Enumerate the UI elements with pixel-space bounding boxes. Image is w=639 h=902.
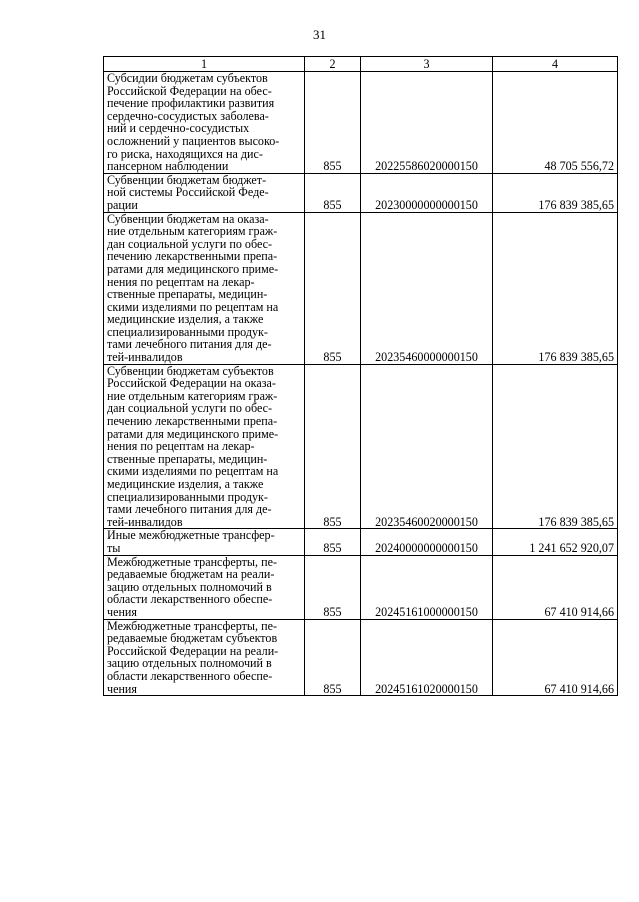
revenue-name-line: ственные препараты, медицин- bbox=[107, 451, 268, 466]
amount-cell: 48 705 556,72 bbox=[493, 72, 618, 174]
table-row bbox=[104, 364, 618, 529]
table-body bbox=[104, 72, 618, 696]
revenue-name-line: ной системы Российской Феде- bbox=[107, 185, 269, 200]
revenue-name-line: области лекарственного обеспе- bbox=[107, 592, 273, 607]
revenue-name-line: печению лекарственными препа- bbox=[107, 249, 278, 264]
revenue-name-cell bbox=[104, 173, 305, 212]
table-row bbox=[104, 555, 618, 619]
header-row bbox=[104, 57, 618, 72]
column-header-2: 2 bbox=[305, 57, 361, 72]
revenue-name-line: ние отдельным категориям граж- bbox=[107, 388, 278, 403]
admin-code-cell: 855 bbox=[305, 173, 361, 212]
revenue-name-line: Межбюджетные трансферты, пе- bbox=[107, 555, 277, 569]
revenue-name-line: Субвенции бюджетам бюджет- bbox=[107, 173, 267, 187]
revenue-name-line: Субвенции бюджетам субъектов bbox=[107, 364, 274, 378]
amount-cell: 67 410 914,66 bbox=[493, 619, 618, 696]
column-header-3: 3 bbox=[361, 57, 493, 72]
revenue-name-line: ратами для медицинского приме- bbox=[107, 426, 279, 441]
amount-cell: 67 410 914,66 bbox=[493, 555, 618, 619]
revenue-name-cell bbox=[104, 529, 305, 555]
revenue-name-cell bbox=[104, 212, 305, 364]
revenue-name-cell bbox=[104, 72, 305, 174]
revenue-name-line: дан социальной услуги по обес- bbox=[107, 236, 273, 251]
revenue-name-line: скими изделиями по рецептам на bbox=[107, 464, 279, 479]
classification-code-cell: 20245161000000150 bbox=[361, 555, 493, 619]
classification-code-cell: 20230000000000150 bbox=[361, 173, 493, 212]
revenue-name-line: ственные препараты, медицин- bbox=[107, 287, 268, 302]
table-row bbox=[104, 173, 618, 212]
revenue-name-line: Субвенции бюджетам на оказа- bbox=[107, 212, 269, 226]
revenue-name-line: тей-инвалидов bbox=[107, 514, 183, 529]
classification-code-cell: 20240000000000150 bbox=[361, 529, 493, 555]
classification-code-cell: 20225586020000150 bbox=[361, 72, 493, 174]
revenue-name-line: редаваемые бюджетам субъектов bbox=[107, 631, 278, 646]
table-row bbox=[104, 72, 618, 174]
revenue-name-line: редаваемые бюджетам на реали- bbox=[107, 567, 275, 582]
amount-cell: 176 839 385,65 bbox=[493, 364, 618, 529]
revenue-name-line: го риска, находящихся на дис- bbox=[107, 146, 263, 161]
classification-code-cell: 20235460000000150 bbox=[361, 212, 493, 364]
revenue-name-line: нения по рецептам на лекар- bbox=[107, 439, 255, 454]
revenue-name-line: Межбюджетные трансферты, пе- bbox=[107, 619, 277, 633]
revenue-name-cell bbox=[104, 364, 305, 529]
revenue-name-line: Российской Федерации на обес- bbox=[107, 83, 272, 98]
revenue-name-line: Иные межбюджетные трансфер- bbox=[107, 528, 275, 543]
table-row bbox=[104, 212, 618, 364]
revenue-name-line: печение профилактики развития bbox=[107, 96, 275, 111]
revenue-name-line: ты bbox=[107, 540, 121, 555]
table-header bbox=[104, 57, 618, 72]
revenue-name-line: специализированными продук- bbox=[107, 489, 268, 504]
admin-code-cell: 855 bbox=[305, 72, 361, 174]
revenue-name-line: сердечно-сосудистых заболева- bbox=[107, 108, 269, 123]
revenue-name-line: Российской Федерации на оказа- bbox=[107, 376, 276, 391]
revenue-name-line: ний и сердечно-сосудистых bbox=[107, 121, 250, 136]
revenue-name-line: тей-инвалидов bbox=[107, 350, 183, 365]
classification-code-cell: 20235460020000150 bbox=[361, 364, 493, 529]
revenue-name-line: рации bbox=[107, 197, 138, 212]
revenue-name-line: дан социальной услуги по обес- bbox=[107, 401, 273, 416]
amount-cell: 176 839 385,65 bbox=[493, 173, 618, 212]
revenue-name-line: тами лечебного питания для де- bbox=[107, 337, 272, 352]
amount-cell: 1 241 652 920,07 bbox=[493, 529, 618, 555]
revenue-name-line: ние отдельным категориям граж- bbox=[107, 224, 278, 239]
revenue-name-line: зацию отдельных полномочий в bbox=[107, 579, 272, 594]
revenue-name-cell bbox=[104, 619, 305, 696]
revenue-name-line: специализированными продук- bbox=[107, 324, 268, 339]
admin-code-cell: 855 bbox=[305, 619, 361, 696]
column-header-4: 4 bbox=[493, 57, 618, 72]
revenue-name-line: Субсидии бюджетам субъектов bbox=[107, 71, 268, 85]
revenue-name-cell bbox=[104, 555, 305, 619]
column-header-1: 1 bbox=[104, 57, 305, 72]
revenue-name-line: медицинские изделия, а также bbox=[107, 312, 264, 327]
revenue-name-line: чения bbox=[107, 604, 137, 619]
table-row bbox=[104, 619, 618, 696]
revenue-name-line: чения bbox=[107, 681, 137, 696]
revenue-name-line: зацию отдельных полномочий в bbox=[107, 656, 272, 671]
budget-revenue-table bbox=[103, 56, 618, 696]
admin-code-cell: 855 bbox=[305, 212, 361, 364]
revenue-name-line: осложнений у пациентов высоко- bbox=[107, 133, 280, 148]
revenue-name-line: нения по рецептам на лекар- bbox=[107, 274, 255, 289]
amount-cell: 176 839 385,65 bbox=[493, 212, 618, 364]
admin-code-cell: 855 bbox=[305, 555, 361, 619]
admin-code-cell: 855 bbox=[305, 529, 361, 555]
revenue-name-line: печению лекарственными препа- bbox=[107, 414, 278, 429]
admin-code-cell: 855 bbox=[305, 364, 361, 529]
table-row bbox=[104, 529, 618, 555]
revenue-name-line: скими изделиями по рецептам на bbox=[107, 299, 279, 314]
revenue-name-line: тами лечебного питания для де- bbox=[107, 502, 272, 517]
revenue-name-line: Российской Федерации на реали- bbox=[107, 643, 279, 658]
classification-code-cell: 20245161020000150 bbox=[361, 619, 493, 696]
revenue-name-line: области лекарственного обеспе- bbox=[107, 668, 273, 683]
revenue-name-line: ратами для медицинского приме- bbox=[107, 261, 279, 276]
page-number: 31 bbox=[313, 27, 326, 42]
revenue-name-line: пансерном наблюдении bbox=[107, 159, 229, 174]
revenue-name-line: медицинские изделия, а также bbox=[107, 477, 264, 491]
